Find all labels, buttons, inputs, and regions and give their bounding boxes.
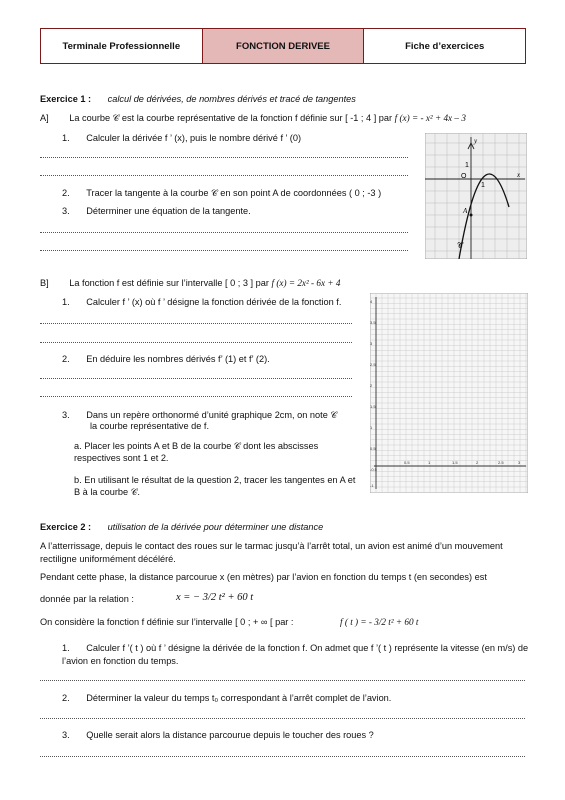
- ex2-paragraph-3: donnée par la relation :: [40, 594, 134, 604]
- answer-line[interactable]: [40, 323, 352, 324]
- grid-y-label: 3.5: [370, 320, 376, 325]
- answer-line[interactable]: [40, 175, 408, 176]
- answer-line[interactable]: [40, 680, 525, 681]
- ex1-q3: [62, 206, 251, 216]
- ex2-paragraph-1: A l’atterrissage, depuis le contact des roues sur le tarmac jusqu’à l’arrêt total, un avion est animé d’un mouvement rectiligne uniformément décéléré.: [40, 541, 503, 564]
- ex1-q1: [62, 133, 301, 143]
- partB-text: La fonction f est définie sur l’intervalle [ 0 ; 3 ] par: [69, 278, 272, 288]
- ex1-b3: [62, 409, 362, 421]
- graph-one-y: 1: [465, 162, 469, 169]
- q-number: 1.: [62, 297, 70, 307]
- partB-label: B]: [40, 278, 49, 288]
- grid-y-label: 1.5: [370, 404, 376, 409]
- partA-label: A]: [40, 113, 49, 123]
- header-left: Terminale Professionnelle: [62, 40, 181, 52]
- ex1-subtitle: calcul de dérivées, de nombres dérivés et tracé de tangentes: [107, 94, 356, 104]
- graph-x-label: x: [517, 171, 521, 179]
- grid-y-label: 0.5: [370, 446, 376, 451]
- ex1-partA: [40, 113, 540, 124]
- answer-line[interactable]: [40, 250, 408, 251]
- ex2-q2: [62, 693, 391, 703]
- q-number: 2.: [62, 693, 70, 703]
- grid-x-label: 3: [518, 460, 521, 465]
- partA-graph: [425, 133, 527, 259]
- ex2-formula-2: f ( t ) = - 3/2 t² + 60 t: [340, 617, 419, 627]
- partA-text: La courbe 𝒞 est la courbe représentative de la fonction f définie sur [ -1 ; 4 ] par: [69, 113, 395, 123]
- ex1-heading: [40, 94, 356, 104]
- ex2-title: Exercice 2 :: [40, 522, 92, 532]
- grid-y-label: 1: [370, 425, 373, 430]
- q-text: Dans un repère orthonormé d’unité graphique 2cm, on note 𝒞: [86, 410, 338, 420]
- answer-line[interactable]: [40, 157, 408, 158]
- ex1-b3-a: a. Placer les points A et B de la courbe 𝒞 dont les abscisses respectives sont 1 et 2.: [74, 441, 319, 463]
- partB-formula: f (x) = 2x² - 6x + 4: [271, 278, 341, 288]
- partB-grid[interactable]: [370, 293, 528, 493]
- ex1-b1: [62, 297, 362, 307]
- ex1-b3-line2: la courbe représentative de f.: [90, 421, 209, 431]
- q-number: 3.: [62, 730, 70, 740]
- grid-y-label: 2.5: [370, 362, 376, 367]
- ex2-heading: [40, 522, 323, 532]
- ex1-b2: [62, 354, 270, 364]
- q-text: Calculer f ’ (x) où f ’ désigne la fonction dérivée de la fonction f.: [86, 297, 342, 307]
- q-text: Calculer f ’( t ) où f ’ désigne la dérivée de la fonction f. On admet que f ’( t ) représente la vitesse (en m/s) de l’avion en fonction du temps.: [62, 643, 529, 666]
- q-text: Déterminer une équation de la tangente.: [86, 206, 251, 216]
- graph-one-x: 1: [481, 182, 485, 189]
- header-table: [40, 28, 526, 64]
- partA-formula: f (x) = - x² + 4x – 3: [394, 113, 466, 123]
- ex1-q2: [62, 188, 381, 199]
- answer-line[interactable]: [40, 396, 352, 397]
- header-center: FONCTION DERIVEE: [202, 29, 364, 63]
- ex1-partB: [40, 278, 440, 288]
- q-text: En déduire les nombres dérivés f’ (1) et f’ (2).: [86, 354, 270, 364]
- ex1-b3-b: b. En utilisant le résultat de la question 2, tracer les tangentes en A et B à la courbe 𝒞.: [74, 475, 356, 497]
- graph-curve-label: 𝒞: [457, 241, 463, 250]
- q-number: 1.: [62, 133, 70, 143]
- graph-point-A: A: [463, 207, 468, 215]
- ex2-paragraph-2: Pendant cette phase, la distance parcourue x (en mètres) par l’avion en fonction du temps t (en secondes) est: [40, 572, 487, 582]
- grid-y-label: 4: [370, 299, 373, 304]
- grid-x-label: 1: [428, 460, 431, 465]
- grid-x-label: 1.5: [452, 460, 458, 465]
- grid-y-label: 3: [370, 341, 373, 346]
- answer-line[interactable]: [40, 342, 352, 343]
- grid-y-label: -0.5: [370, 467, 377, 472]
- q-number: 1.: [62, 643, 70, 653]
- ex1-title: Exercice 1 :: [40, 94, 92, 104]
- q-text: Quelle serait alors la distance parcourue depuis le toucher des roues ?: [86, 730, 374, 740]
- grid-x-label: 0.5: [404, 460, 410, 465]
- q-text: Calculer la dérivée f ’ (x), puis le nombre dérivé f ’ (0): [86, 133, 302, 143]
- answer-line[interactable]: [40, 718, 525, 719]
- q-number: 3.: [62, 206, 70, 216]
- grid-x-label: 2: [476, 460, 479, 465]
- ex2-subtitle: utilisation de la dérivée pour déterminer une distance: [107, 522, 324, 532]
- q-text: Déterminer la valeur du temps t₀ correspondant à l’arrêt complet de l’avion.: [86, 693, 392, 703]
- grid-y-label: 2: [370, 383, 373, 388]
- ex2-q1: [62, 642, 532, 668]
- answer-line[interactable]: [40, 232, 408, 233]
- ex2-q3: [62, 730, 374, 740]
- ex2-formula-1: x = − 3/2 t² + 60 t: [176, 592, 254, 603]
- q-number: 2.: [62, 354, 70, 364]
- answer-line[interactable]: [40, 378, 352, 379]
- grid-x-label: 2.5: [498, 460, 504, 465]
- ex2-paragraph-4: On considère la fonction f définie sur l’intervalle [ 0 ; + ∞ [ par :: [40, 617, 294, 627]
- answer-line[interactable]: [40, 756, 525, 757]
- q-number: 3.: [62, 410, 70, 420]
- header-right: Fiche d’exercices: [363, 29, 525, 63]
- grid-y-label: -1: [370, 483, 374, 488]
- q-number: 2.: [62, 188, 70, 198]
- graph-origin: O: [461, 173, 467, 180]
- q-text: Tracer la tangente à la courbe 𝒞 en son point A de coordonnées ( 0 ; -3 ): [86, 188, 382, 198]
- graph-y-label: y: [474, 137, 478, 145]
